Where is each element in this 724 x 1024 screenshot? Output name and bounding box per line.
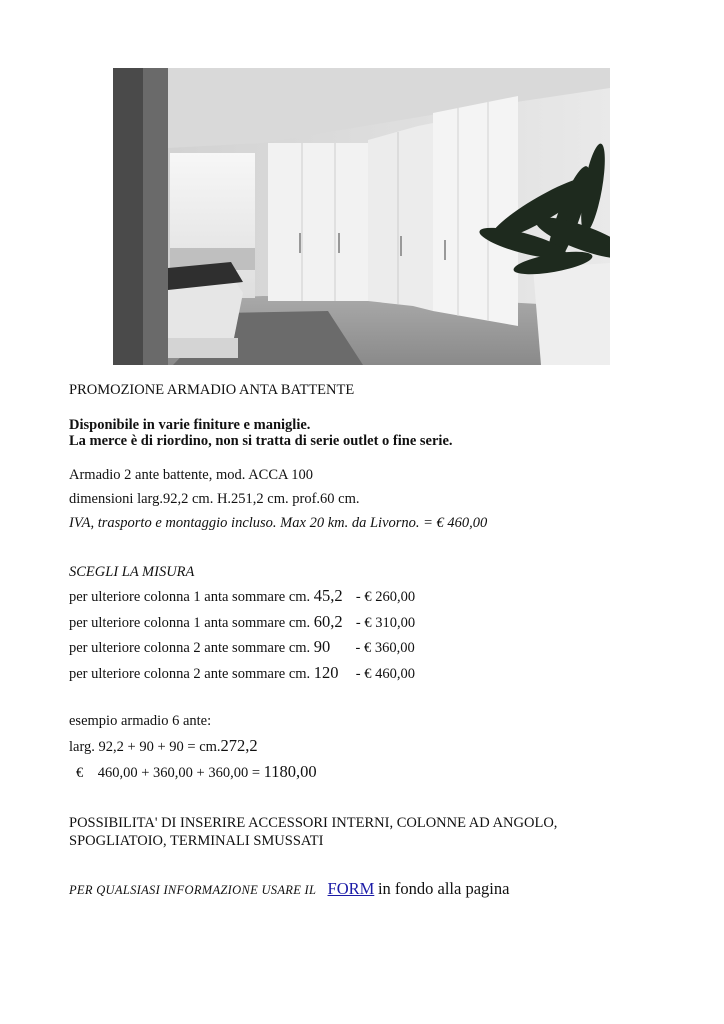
example-width-total: 272,2 [220,736,258,755]
options-heading: SCEGLI LA MISURA [69,564,195,580]
product-name: Armadio 2 ante battente, mod. ACCA 100 [69,467,314,483]
form-link[interactable]: FORM [327,879,375,898]
contact-line [69,880,509,899]
accessories-line-1: POSSIBILITA' DI INSERIRE ACCESSORI INTERNI, COLONNE AD ANGOLO, [69,815,558,831]
option-prefix: per ulteriore colonna 2 ante sommare cm. [69,666,311,682]
option-size: 60,2 [313,612,343,631]
option-row [69,664,415,683]
example-price-calc [76,763,317,782]
option-row [69,587,415,606]
product-price-note: IVA, trasporto e montaggio incluso. Max 20 km. da Livorno. = € 460,00 [69,515,488,531]
option-prefix: per ulteriore colonna 2 ante sommare cm. [69,640,311,656]
example-price-total: 1180,00 [263,762,317,781]
option-prefix: per ulteriore colonna 1 anta sommare cm. [69,615,311,631]
subtitle-finishes: Disponibile in varie finiture e maniglie. [69,417,311,433]
option-row [69,638,415,657]
example-width-prefix: larg. 92,2 + 90 + 90 = cm. [69,739,221,755]
option-price: - € 260,00 [355,589,416,605]
option-size: 120 [313,663,339,682]
contact-prefix: PER QUALSIASI INFORMAZIONE USARE IL [69,883,317,897]
subtitle-restock: La merce è di riordino, non si tratta di serie outlet o fine serie. [69,433,453,449]
example-width-calc [69,737,258,756]
option-price: - € 310,00 [355,615,416,631]
option-size: 90 [313,637,331,656]
option-price: - € 460,00 [355,666,416,682]
product-dimensions: dimensioni larg.92,2 cm. H.251,2 cm. prof.60 cm. [69,491,360,507]
contact-suffix: in fondo alla pagina [377,879,510,898]
option-size: 45,2 [313,586,343,605]
page-title: PROMOZIONE ARMADIO ANTA BATTENTE [69,382,355,398]
wardrobe-room-photo [113,68,610,365]
accessories-line-2: SPOGLIATOIO, TERMINALI SMUSSATI [69,833,324,849]
option-prefix: per ulteriore colonna 1 anta sommare cm. [69,589,311,605]
option-row [69,613,415,632]
option-price: - € 360,00 [355,640,415,656]
example-heading: esempio armadio 6 ante: [69,713,212,729]
example-price-prefix: € 460,00 + 360,00 + 360,00 = [76,765,264,781]
